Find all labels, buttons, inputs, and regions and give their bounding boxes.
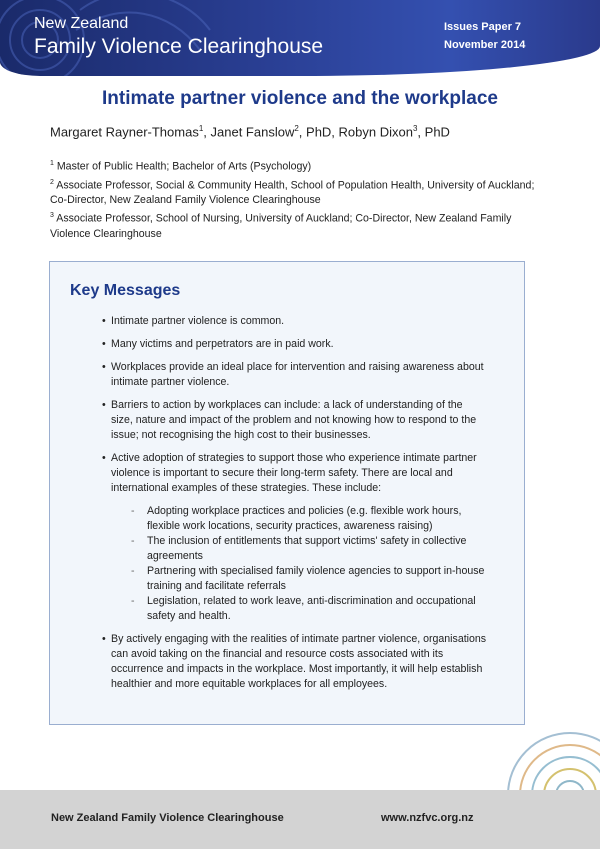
list-item — [102, 451, 487, 624]
author-name: Janet Fanslow — [206, 124, 295, 140]
sub-list-item — [131, 564, 487, 594]
sub-list-item — [131, 594, 487, 624]
author-suffix: , PhD, — [298, 124, 335, 140]
sub-list-item — [131, 534, 487, 564]
sub-bullet-text: Partnering with specialised family violence agencies to support in-house training and facilitate referrals — [147, 565, 485, 592]
org-name-large: Family Violence Clearinghouse — [34, 35, 324, 58]
sub-list — [131, 504, 487, 624]
list-item — [102, 632, 487, 692]
affiliation — [50, 175, 550, 209]
bullet-icon: • — [102, 633, 106, 645]
affiliation-text: Master of Public Health; Bachelor of Arts (Psychology) — [53, 160, 312, 173]
affiliation-sup: 1 — [50, 160, 54, 167]
affiliation-sup: 3 — [50, 212, 54, 220]
bullet-icon: • — [102, 452, 106, 464]
dash-icon: - — [131, 565, 135, 577]
affiliation — [50, 156, 550, 175]
affiliation-text: Associate Professor, School of Nursing, University of Auckland; Co-Director, New Zealand Family Violence Clearinghouse — [50, 212, 512, 240]
author-name: Margaret Rayner-Thomas — [50, 124, 199, 140]
list-item — [102, 314, 487, 329]
author-line — [50, 124, 450, 139]
bullet-icon: • — [102, 399, 106, 411]
affiliations — [50, 156, 550, 242]
dash-icon: - — [131, 535, 135, 547]
affiliation — [50, 208, 550, 242]
footer-website-link[interactable]: www.nzfvc.org.nz — [381, 812, 474, 824]
author-sup: 3 — [412, 124, 418, 133]
page-title: Intimate partner violence and the workplace — [102, 88, 498, 109]
sub-bullet-text: Adopting workplace practices and policies (e.g. flexible work hours, flexible work locations, security practices, awareness raising) — [147, 505, 462, 532]
author-suffix: , — [203, 124, 207, 140]
list-item — [102, 337, 487, 352]
bullet-icon: • — [102, 315, 106, 327]
issue-number: Issues Paper 7 — [444, 21, 522, 33]
bullet-text: Workplaces provide an ideal place for intervention and raising awareness about intimate partner violence. — [111, 361, 484, 388]
bullet-text: Active adoption of strategies to support those who experience intimate partner violence is important to secure their long-term safety. There are local and international examples of these strategies. These include: — [111, 452, 477, 494]
footer-bar — [0, 790, 600, 849]
sub-bullet-text: The inclusion of entitlements that support victims' safety in collective agreements — [147, 535, 467, 562]
key-messages-list — [102, 314, 487, 700]
issue-info — [444, 18, 525, 54]
author-suffix: , PhD — [417, 124, 450, 140]
key-messages-box — [49, 261, 525, 725]
bullet-text: Barriers to action by workplaces can include: a lack of understanding of the size, nature and impact of the problem and not knowing how to respond to the issue; not recognising the high cost to their businesses. — [111, 399, 477, 441]
affiliation-text: Associate Professor, Social & Community Health, School of Population Health, University of Auckland; Co-Director, New Zealand Family Violence Clearinghouse — [50, 179, 535, 207]
issue-date: November 2014 — [444, 39, 526, 51]
bullet-icon: • — [102, 361, 106, 373]
author-sup: 1 — [198, 124, 204, 133]
dash-icon: - — [131, 595, 135, 607]
affiliation-sup: 2 — [50, 178, 54, 186]
list-item — [102, 360, 487, 390]
sub-bullet-text: Legislation, related to work leave, anti-discrimination and occupational safety and health. — [147, 595, 476, 622]
bullet-text: Many victims and perpetrators are in paid work. — [111, 338, 334, 350]
list-item — [102, 398, 487, 443]
bullet-text: Intimate partner violence is common. — [111, 315, 285, 327]
key-messages-heading: Key Messages — [70, 282, 181, 299]
header-banner — [0, 0, 600, 76]
org-name-small: New Zealand — [34, 15, 129, 32]
author-sup: 2 — [294, 124, 299, 133]
author-name: Robyn Dixon — [334, 124, 413, 140]
bullet-text: By actively engaging with the realities of intimate partner violence, organisations can avoid taking on the financial and resource costs associated with its occurrence and impacts in the workplace. Most importantly, it will help establish healthier and more equitable workplaces for all employees. — [111, 633, 487, 690]
dash-icon: - — [131, 505, 135, 517]
footer-org-name: New Zealand Family Violence Clearinghouse — [51, 812, 284, 824]
sub-list-item — [131, 504, 487, 534]
bullet-icon: • — [102, 338, 106, 350]
